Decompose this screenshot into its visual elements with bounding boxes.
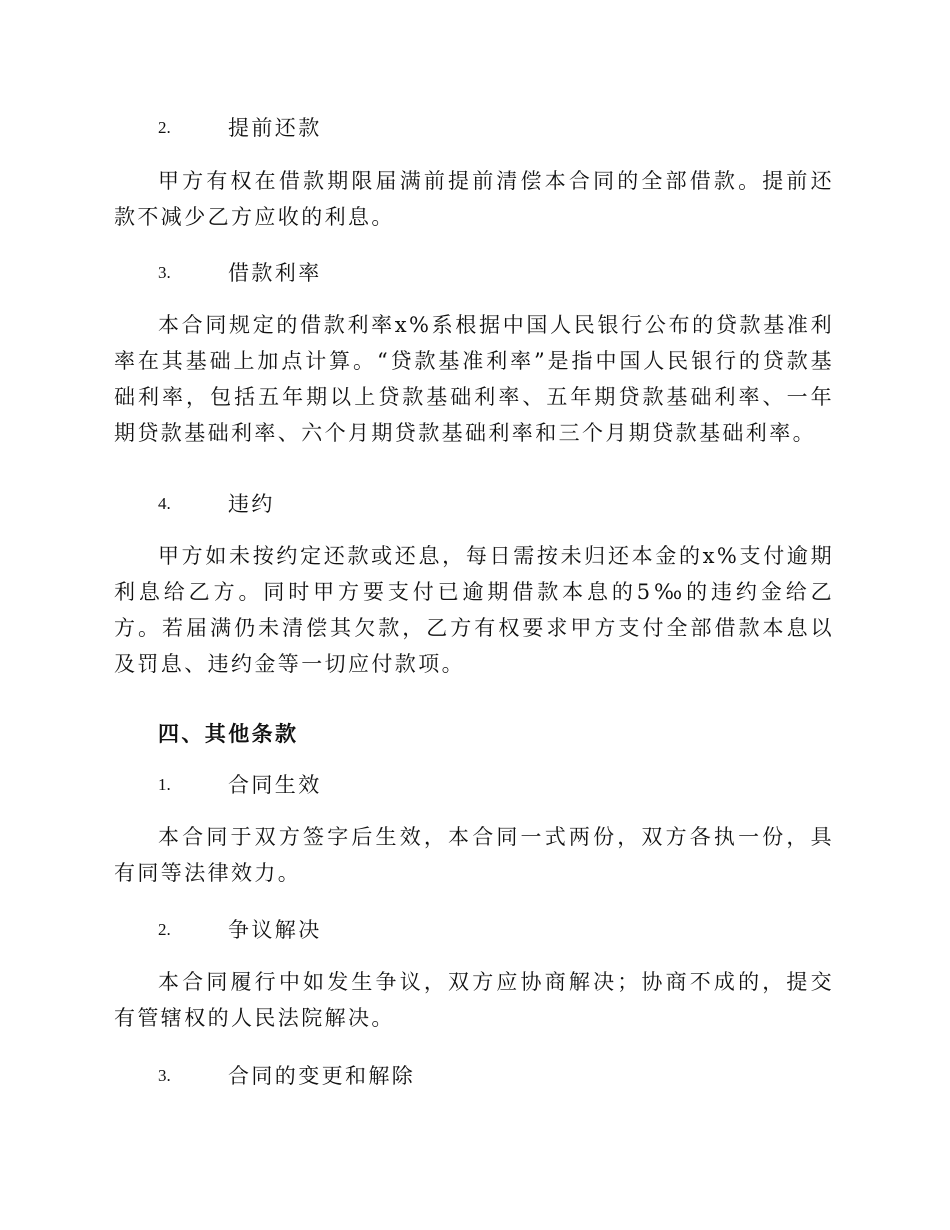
paragraph: 本合同规定的借款利率x%系根据中国人民银行公布的贷款基准利率在其基础上加点计算。“贷款基准利率”是指中国人民银行的贷款基础利率，包括五年期以上贷款基础利率、五年期贷款基础利率、一年期贷款基础利率、六个月期贷款基础利率和三个月期贷款基础利率。 — [114, 313, 834, 445]
paragraph: 甲方有权在借款期限届满前提前清偿本合同的全部借款。提前还款不减少乙方应收的利息。 — [114, 169, 834, 229]
clause-heading — [114, 255, 834, 291]
paragraph: 本合同履行中如发生争议，双方应协商解决；协商不成的，提交有管辖权的人民法院解决。 — [114, 970, 834, 1030]
clause-number: 2. — [158, 118, 171, 137]
clause-title: 借款利率 — [228, 261, 322, 285]
clause-heading — [114, 1058, 834, 1094]
clause-title: 合同生效 — [228, 773, 322, 797]
clause-heading — [114, 912, 834, 948]
clause-number: 4. — [158, 494, 171, 513]
clause-title: 提前还款 — [228, 116, 322, 140]
clause-heading — [114, 110, 834, 146]
section-title: 四、其他条款 — [158, 721, 299, 746]
clause-title: 争议解决 — [228, 918, 322, 942]
clause-number: 1. — [158, 775, 171, 794]
clause-title: 违约 — [228, 492, 275, 516]
clause-heading — [114, 767, 834, 803]
clause-number: 3. — [158, 263, 171, 282]
paragraph: 甲方如未按约定还款或还息，每日需按未归还本金的x%支付逾期利息给乙方。同时甲方要支付已逾期借款本息的5‰的违约金给乙方。若届满仍未清偿其欠款，乙方有权要求甲方支付全部借款本息以及罚息、违约金等一切应付款项。 — [114, 544, 834, 676]
clause-number: 3. — [158, 1066, 171, 1085]
clause-title: 合同的变更和解除 — [228, 1064, 416, 1088]
paragraph: 本合同于双方签字后生效，本合同一式两份，双方各执一份，具有同等法律效力。 — [114, 825, 834, 885]
clause-number: 2. — [158, 920, 171, 939]
clause-heading — [114, 486, 834, 522]
